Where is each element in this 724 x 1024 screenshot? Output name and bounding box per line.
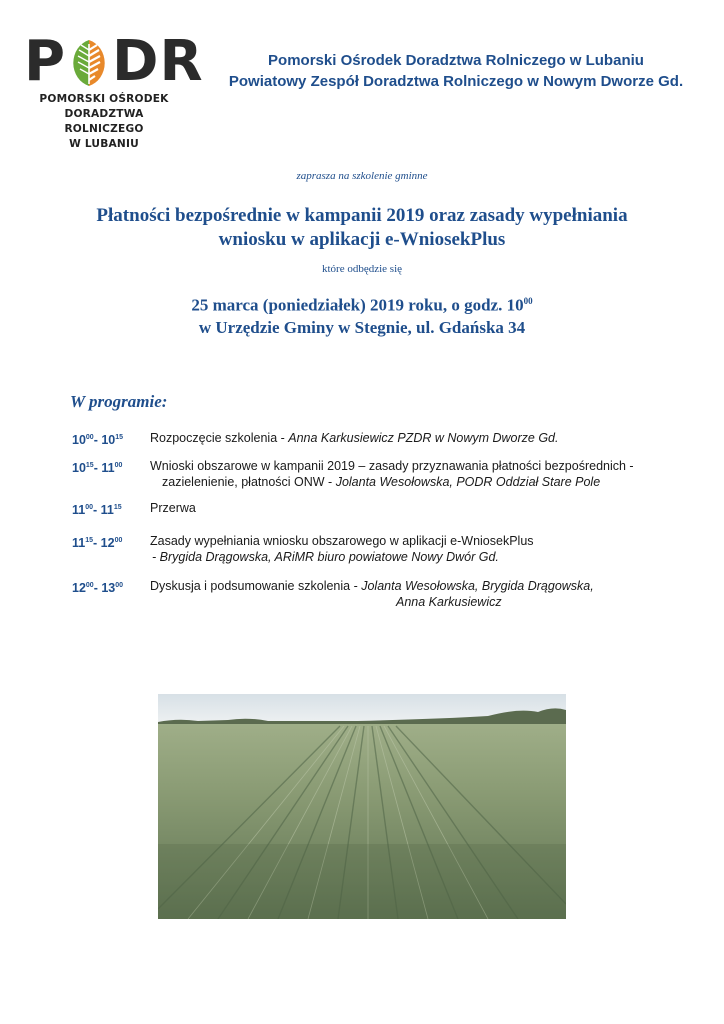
- time-end-min: 00: [115, 582, 124, 589]
- time-end: 11: [100, 503, 114, 518]
- training-title: [40, 204, 684, 252]
- time-start-min: 15: [85, 537, 94, 544]
- logo-letters-dr: DR: [112, 29, 204, 94]
- logo-letter-p: P: [24, 29, 67, 94]
- event-place: w Urzędzie Gminy w Stegnie, ul. Gdańska 34: [198, 317, 526, 337]
- time-start: 12: [72, 581, 86, 596]
- time-end-min: 15: [113, 504, 122, 511]
- program-item-time: $12^{00}-$ $13^{00}$: [72, 581, 124, 596]
- program-item-time: $10^{15}-$ $11^{00}$: [72, 461, 123, 476]
- logo-subtitle-line: W LUBANIU: [69, 138, 139, 150]
- organization-header: [196, 50, 716, 92]
- time-start-min: 00: [85, 582, 94, 589]
- program-item-text: Zasady wypełniania wniosku obszarowego w aplikacji e-WniosekPlus: [150, 534, 534, 548]
- time-end-min: 15: [115, 434, 124, 441]
- program-item-description: [150, 458, 710, 490]
- time-start: 11: [72, 503, 86, 518]
- program-item-speaker: Anna Karkusiewicz: [396, 595, 502, 609]
- program-item-speaker: Anna Karkusiewicz PZDR w Nowym Dworze Gd.: [288, 431, 559, 445]
- time-start: 11: [72, 536, 86, 551]
- program-item-text-cont: zazielenienie, płatności ONW -: [162, 475, 336, 489]
- time-start-min: 00: [85, 504, 94, 511]
- program-item-time: $11^{00}-$ $11^{15}$: [72, 503, 122, 518]
- time-end: 11: [101, 461, 115, 476]
- program-item-description: [150, 533, 710, 565]
- time-end: 10: [101, 433, 116, 448]
- program-item-speaker: - Brygida Drągowska, ARiMR biuro powiatowe Nowy Dwór Gd.: [152, 550, 499, 564]
- time-start-min: 00: [85, 434, 94, 441]
- logo-subtitle-line: POMORSKI OŚRODEK: [39, 93, 169, 105]
- organization-name: Pomorski Ośrodek Doradztwa Rolniczego w Lubaniu: [268, 52, 644, 69]
- program-item-description: [150, 430, 710, 446]
- event-date: [40, 290, 684, 317]
- program-item-text: Przerwa: [150, 501, 196, 515]
- time-start: 10: [72, 461, 86, 476]
- program-item-speaker: Jolanta Wesołowska, Brygida Drągowska,: [361, 579, 594, 593]
- program-item-text: Wnioski obszarowe w kampanii 2019 – zasady przyznawania płatności bezpośrednich -: [150, 459, 634, 473]
- wheat-field-photo: [158, 694, 566, 919]
- event-subtitle: które odbędzie się: [321, 263, 403, 275]
- wheat-in-o-icon: [67, 36, 111, 88]
- training-title-line: wniosku w aplikacji e-WniosekPlus: [218, 229, 506, 250]
- time-end-min: 00: [114, 537, 123, 544]
- program-item-text: Dyskusja i podsumowanie szkolenia -: [150, 579, 362, 593]
- podr-logo: [24, 29, 204, 150]
- event-time-minutes: 00: [523, 296, 533, 306]
- program-item-description: [150, 500, 710, 516]
- program-item-description: [150, 578, 710, 610]
- logo-subtitle: [24, 92, 184, 152]
- time-start: 10: [72, 433, 86, 448]
- program-item-time: $10^{00}-$ $10^{15}$: [72, 433, 124, 448]
- time-start-min: 15: [85, 462, 94, 469]
- program-item-speaker: Jolanta Wesołowska, PODR Oddział Stare Pole: [335, 475, 601, 489]
- time-end: 12: [100, 536, 115, 551]
- logo-subtitle-line: DORADZTWA ROLNICZEGO: [64, 108, 144, 135]
- invite-text: zaprasza na szkolenie gminne: [296, 170, 428, 182]
- program-item-text: Rozpoczęcie szkolenia -: [150, 431, 289, 445]
- team-name: Powiatowy Zespół Doradztwa Rolniczego w Nowym Dworze Gd.: [228, 73, 684, 90]
- logo-letters: [24, 29, 204, 94]
- event-date-place: [40, 290, 684, 339]
- time-end-min: 00: [114, 462, 123, 469]
- event-date-text: 25 marca (poniedziałek) 2019 roku, o godz. 10: [191, 295, 524, 315]
- time-end: 13: [101, 581, 116, 596]
- program-heading: W programie:: [70, 392, 168, 411]
- training-title-line: Płatności bezpośrednie w kampanii 2019 oraz zasady wypełniania: [96, 205, 628, 226]
- program-item-time: $11^{15}-$ $12^{00}$: [72, 536, 123, 551]
